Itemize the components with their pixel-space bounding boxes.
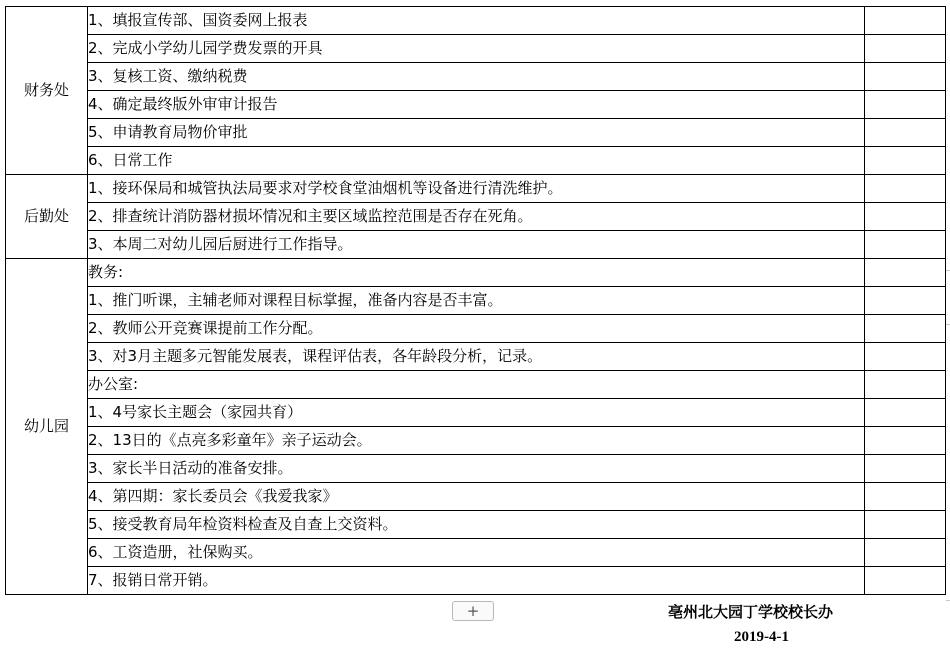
page-edge-marker	[946, 324, 950, 325]
empty-cell	[865, 399, 946, 427]
empty-cell	[865, 511, 946, 539]
empty-cell	[865, 287, 946, 315]
table-row	[6, 119, 946, 147]
task-item: 6、工资造册，社保购买。	[88, 539, 865, 567]
table-row	[6, 511, 946, 539]
table-row	[6, 567, 946, 595]
table-row	[6, 63, 946, 91]
empty-cell	[865, 35, 946, 63]
task-item: 5、接受教育局年检资料检查及自查上交资料。	[88, 511, 865, 539]
organization-signature: 亳州北大园丁学校校长办	[668, 603, 834, 621]
empty-cell	[865, 231, 946, 259]
table-row	[6, 175, 946, 203]
task-item: 2、排查统计消防器材损坏情况和主要区域监控范围是否存在死角。	[88, 203, 865, 231]
table-row	[6, 455, 946, 483]
table-row	[6, 7, 946, 35]
empty-cell	[865, 455, 946, 483]
empty-cell	[865, 567, 946, 595]
empty-cell	[865, 203, 946, 231]
task-item: 1、推门听课，主辅老师对课程目标掌握，准备内容是否丰富。	[88, 287, 865, 315]
empty-cell	[865, 7, 946, 35]
task-item: 4、第四期：家长委员会《我爱我家》	[88, 483, 865, 511]
task-item: 7、报销日常开销。	[88, 567, 865, 595]
empty-cell	[865, 343, 946, 371]
table-row	[6, 35, 946, 63]
empty-cell	[865, 539, 946, 567]
task-item: 3、对3月主题多元智能发展表，课程评估表，各年龄段分析，记录。	[88, 343, 865, 371]
department-cell: 财务处	[6, 7, 88, 175]
department-cell: 后勤处	[6, 175, 88, 259]
table-row	[6, 259, 946, 287]
table-row	[6, 287, 946, 315]
task-item: 4、确定最终版外审审计报告	[88, 91, 865, 119]
table-row	[6, 315, 946, 343]
task-item: 1、填报宣传部、国资委网上报表	[88, 7, 865, 35]
table-row	[6, 203, 946, 231]
task-item: 2、完成小学幼儿园学费发票的开具	[88, 35, 865, 63]
task-item: 5、申请教育局物价审批	[88, 119, 865, 147]
page-edge-marker	[946, 600, 950, 601]
table-row	[6, 399, 946, 427]
table-row	[6, 427, 946, 455]
schedule-table	[5, 6, 946, 595]
table-row	[6, 483, 946, 511]
task-item: 2、教师公开竞赛课提前工作分配。	[88, 315, 865, 343]
empty-cell	[865, 147, 946, 175]
page-edge-marker	[946, 270, 950, 271]
group-heading: 教务:	[88, 259, 865, 287]
task-item: 3、本周二对幼儿园后厨进行工作指导。	[88, 231, 865, 259]
empty-cell	[865, 371, 946, 399]
group-heading: 办公室:	[88, 371, 865, 399]
document-date: 2019-4-1	[734, 629, 789, 645]
empty-cell	[865, 259, 946, 287]
table-row	[6, 539, 946, 567]
add-row-button[interactable]: +	[452, 601, 494, 621]
task-item: 1、接环保局和城管执法局要求对学校食堂油烟机等设备进行清洗维护。	[88, 175, 865, 203]
table-row	[6, 343, 946, 371]
table-row	[6, 147, 946, 175]
empty-cell	[865, 315, 946, 343]
empty-cell	[865, 175, 946, 203]
empty-cell	[865, 483, 946, 511]
task-item: 1、4号家长主题会（家园共育）	[88, 399, 865, 427]
empty-cell	[865, 427, 946, 455]
table-row	[6, 231, 946, 259]
empty-cell	[865, 119, 946, 147]
task-item: 3、家长半日活动的准备安排。	[88, 455, 865, 483]
empty-cell	[865, 91, 946, 119]
task-item: 6、日常工作	[88, 147, 865, 175]
department-cell: 幼儿园	[6, 259, 88, 595]
empty-cell	[865, 63, 946, 91]
task-item: 3、复核工资、缴纳税费	[88, 63, 865, 91]
table-row	[6, 91, 946, 119]
table-row	[6, 371, 946, 399]
task-item: 2、13日的《点亮多彩童年》亲子运动会。	[88, 427, 865, 455]
